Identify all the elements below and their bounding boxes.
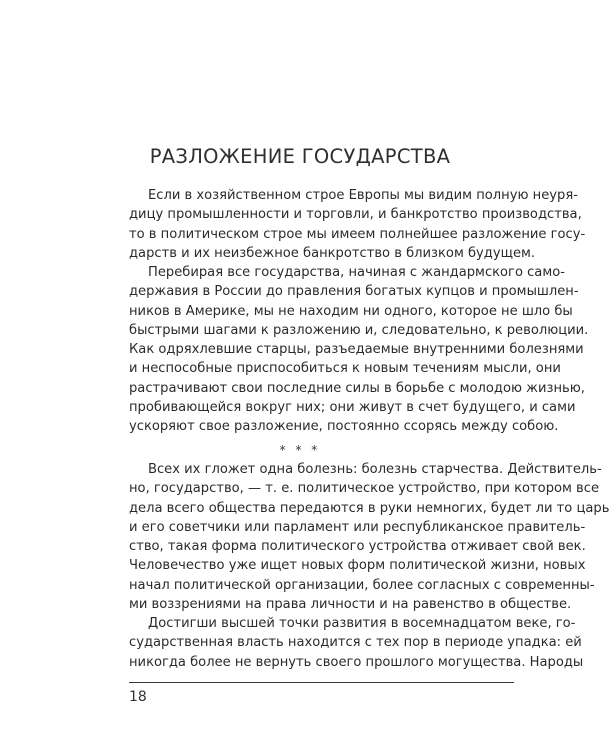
page-number: 18 bbox=[129, 689, 147, 705]
section-separator: * * * bbox=[279, 443, 321, 457]
text-line: Как одряхлевшие старцы, разъедаемые внутренними болезнями bbox=[129, 342, 584, 358]
text-line: Человечество уже ищет новых форм политической жизни, новых bbox=[129, 558, 586, 574]
paragraph-2 bbox=[129, 263, 589, 437]
chapter-title: РАЗЛОЖЕНИЕ ГОСУДАРСТВА bbox=[149, 145, 451, 168]
text-line: растрачивают свои последние силы в борьбе с молодою жизнью, bbox=[129, 380, 585, 396]
text-line: ников в Америке, мы не находим ни одного, которое не шло бы bbox=[129, 303, 573, 319]
text-line: быстрыми шагами к разложению и, следовательно, к революции. bbox=[129, 322, 589, 338]
text-line: ускоряют свое разложение, постоянно ссорясь между собою. bbox=[129, 419, 559, 435]
text-line: Всех их гложет одна болезнь: болезнь старчества. Действитель- bbox=[148, 462, 602, 477]
text-line: но, государство, — т. е. политическое устройство, при котором все bbox=[129, 481, 600, 497]
text-line: ство, такая форма политического устройства отживает свой век. bbox=[129, 539, 586, 555]
text-line: пробивающейся вокруг них; они живут в счет будущего, и сами bbox=[129, 400, 576, 416]
text-line: и его советчики или парламент или республиканское правитель- bbox=[129, 519, 586, 535]
text-line: дарств и их неизбежное банкротство в близком будущем. bbox=[129, 245, 536, 261]
text-line: Перебирая все государства, начиная с жандармского само- bbox=[148, 265, 565, 280]
paragraph-3 bbox=[129, 460, 609, 614]
text-line: державия в России до правления богатых купцов и промышлен- bbox=[129, 284, 579, 300]
text-line: начал политической организации, более согласных с современны- bbox=[129, 577, 595, 593]
text-line: и неспособные приспособиться к новым течениям мысли, они bbox=[129, 361, 561, 377]
footer-rule bbox=[129, 682, 514, 683]
text-line: сударственная власть находится с тех пор в периоде упадка: ей bbox=[129, 635, 582, 651]
paragraph-1 bbox=[129, 186, 586, 263]
text-line: ми воззрениями на права личности и на равенство в обществе. bbox=[129, 597, 572, 613]
text-line: то в политическом строе мы имеем полнейшее разложение госу- bbox=[129, 226, 586, 242]
text-line: дицу промышленности и торговли, и банкротство производства, bbox=[129, 207, 582, 223]
paragraph-4 bbox=[129, 614, 584, 672]
text-line: Если в хозяйственном строе Европы мы видим полную неуря- bbox=[148, 188, 578, 203]
text-line: никогда более не вернуть своего прошлого могущества. Народы bbox=[129, 654, 584, 670]
text-line: дела всего общества передаются в руки немногих, будет ли то царь bbox=[129, 500, 609, 516]
text-line: Достигши высшей точки развития в восемнадцатом веке, го- bbox=[148, 616, 576, 631]
